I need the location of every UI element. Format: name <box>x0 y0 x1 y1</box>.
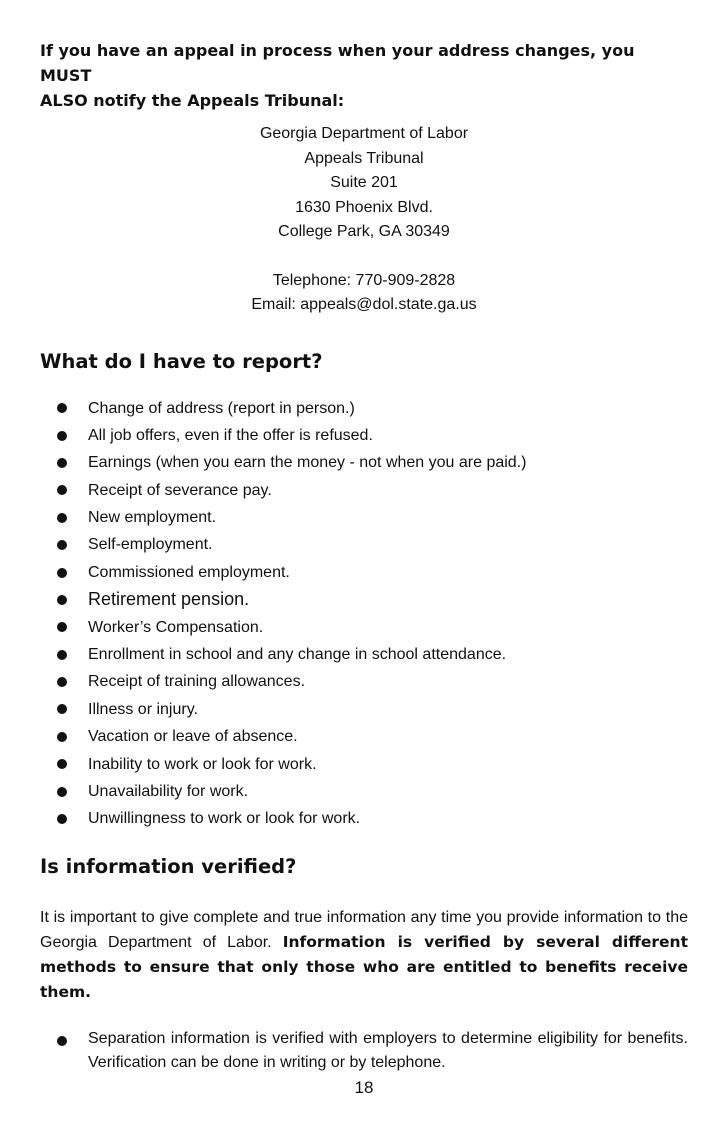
page-number: 18 <box>354 1078 374 1097</box>
report-heading: What do I have to report? <box>40 349 323 373</box>
address-city: College Park, GA 30349 <box>278 223 450 240</box>
address-phone: Telephone: 770-909-2828 <box>272 271 456 289</box>
list-item: Illness or injury. <box>40 696 688 723</box>
list-item: Self-employment. <box>40 531 688 558</box>
bullet-icon <box>57 540 67 550</box>
bullet-icon <box>57 814 67 824</box>
address-suite: Suite 201 <box>330 174 398 191</box>
appeal-notice-line-2: ALSO notify the Appeals Tribunal: <box>40 91 345 110</box>
verify-paragraph <box>40 905 688 1005</box>
bullet-icon <box>57 677 67 687</box>
bullet-icon <box>57 431 67 441</box>
list-item: Worker’s Compensation. <box>40 614 688 641</box>
bullet-icon <box>57 568 67 578</box>
list-item: Commissioned employment. <box>40 559 688 586</box>
list-item: Unwillingness to work or look for work. <box>40 805 688 832</box>
document-page <box>40 38 688 1075</box>
bullet-icon <box>57 403 67 413</box>
bullet-icon <box>57 513 67 523</box>
bullet-icon <box>57 1036 67 1046</box>
bullet-icon <box>57 458 67 468</box>
bullet-icon <box>57 759 67 769</box>
list-item: Change of address (report in person.) <box>40 395 688 422</box>
list-item: New employment. <box>40 504 688 531</box>
list-item: All job offers, even if the offer is refused. <box>40 422 688 449</box>
bullet-icon <box>57 650 67 660</box>
appeal-notice-line-1: If you have an appeal in process when your address changes, you MUST <box>40 41 635 85</box>
bullet-icon <box>57 595 67 605</box>
verify-paragraph-text: It is important to give complete and true information any time you provide information to the Georgia Department of Labor. <box>40 908 688 951</box>
list-item: Inability to work or look for work. <box>40 751 688 778</box>
list-item: Retirement pension. <box>40 586 688 613</box>
address-org: Georgia Department of Labor <box>259 125 469 142</box>
address-dept: Appeals Tribunal <box>304 149 424 167</box>
list-item: Vacation or leave of absence. <box>40 723 688 750</box>
list-item: Receipt of severance pay. <box>40 477 688 504</box>
bullet-icon <box>57 787 67 797</box>
verify-list <box>40 1027 688 1075</box>
list-item: Separation information is verified with employers to determine eligibility for benefits. Verification can be done in writing or by telephone. <box>40 1027 688 1075</box>
verify-heading: Is information verified? <box>40 854 297 878</box>
list-item: Unavailability for work. <box>40 778 688 805</box>
appeals-address-block <box>238 122 490 318</box>
bullet-icon <box>57 622 67 632</box>
verify-paragraph-bold: Information is verified by several different methods to ensure that only those who are entitled to benefits receive them. <box>40 932 688 1001</box>
list-item: Receipt of training allowances. <box>40 668 688 695</box>
bullet-icon <box>57 485 67 495</box>
report-list <box>40 395 688 833</box>
bullet-icon <box>57 704 67 714</box>
bullet-icon <box>57 732 67 742</box>
address-street: 1630 Phoenix Blvd. <box>295 198 433 216</box>
appeal-notice <box>40 38 688 113</box>
list-item: Earnings (when you earn the money - not when you are paid.) <box>40 449 688 476</box>
address-email: Email: appeals@dol.state.ga.us <box>251 296 477 313</box>
list-item: Enrollment in school and any change in school attendance. <box>40 641 688 668</box>
